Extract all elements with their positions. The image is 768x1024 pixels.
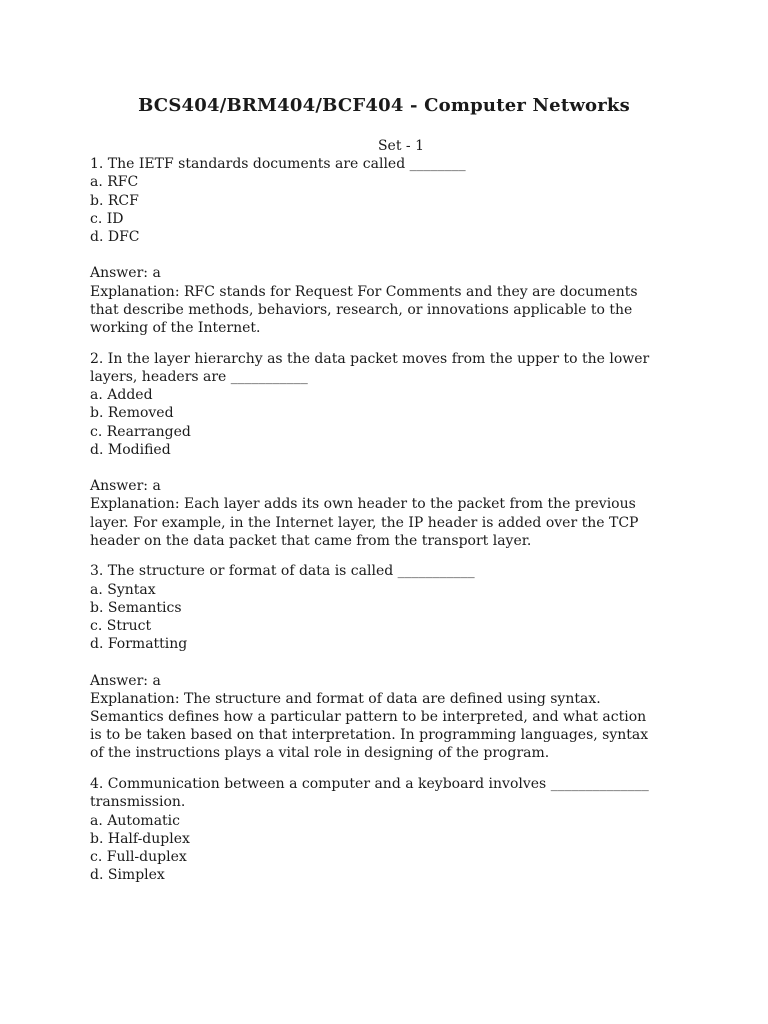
explanation-line: layer. For example, in the Internet layer, the IP header is added over the TCP xyxy=(90,514,639,531)
explanation-line: is to be taken based on that interpretation. In programming languages, syntax xyxy=(90,727,649,744)
option: c. Rearranged xyxy=(90,423,191,440)
option: b. Half-duplex xyxy=(90,830,190,847)
explanation-line: header on the data packet that came from the transport layer. xyxy=(90,532,532,549)
question-stem: 4. Communication between a computer and a keyboard involves ______________ xyxy=(90,776,649,793)
option: a. Syntax xyxy=(90,581,156,598)
question-block xyxy=(90,350,690,550)
question-block xyxy=(90,562,690,762)
option: b. Semantics xyxy=(90,599,182,616)
option: b. Removed xyxy=(90,405,174,422)
explanation-line: that describe methods, behaviors, research, or innovations applicable to the xyxy=(90,301,633,318)
question-stem: transmission. xyxy=(90,794,186,811)
question-block xyxy=(90,775,690,884)
option: a. Added xyxy=(90,387,153,404)
option: d. DFC xyxy=(90,229,140,246)
explanation-line: Explanation: RFC stands for Request For Comments and they are documents xyxy=(90,283,638,300)
question-stem: 3. The structure or format of data is called ___________ xyxy=(90,563,475,580)
option: c. Full-duplex xyxy=(90,848,187,865)
option: a. Automatic xyxy=(90,812,180,829)
answer: Answer: a xyxy=(90,478,161,495)
option: a. RFC xyxy=(90,174,139,191)
explanation-line: Explanation: Each layer adds its own header to the packet from the previous xyxy=(90,496,636,513)
question-stem: layers, headers are ___________ xyxy=(90,368,308,385)
explanation-line: Semantics defines how a particular pattern to be interpreted, and what action xyxy=(90,709,647,726)
option: c. Struct xyxy=(90,618,152,635)
option: d. Modified xyxy=(90,441,171,458)
explanation-line: Explanation: The structure and format of data are defined using syntax. xyxy=(90,690,601,707)
set-label: Set - 1 xyxy=(377,138,425,154)
explanation-line: of the instructions plays a vital role in designing of the program. xyxy=(90,745,550,762)
option: c. ID xyxy=(90,210,124,227)
option: b. RCF xyxy=(90,192,139,209)
document-title: BCS404/BRM404/BCF404 - Computer Networks xyxy=(138,95,630,116)
option: d. Simplex xyxy=(90,867,165,884)
answer: Answer: a xyxy=(90,265,161,282)
question-stem: 2. In the layer hierarchy as the data packet moves from the upper to the lower xyxy=(90,350,650,367)
question-stem: 1. The IETF standards documents are called ________ xyxy=(90,156,466,173)
explanation-line: working of the Internet. xyxy=(90,320,261,337)
question-block xyxy=(90,155,690,337)
option: d. Formatting xyxy=(90,636,188,653)
document-content xyxy=(90,137,690,884)
answer: Answer: a xyxy=(90,672,161,689)
